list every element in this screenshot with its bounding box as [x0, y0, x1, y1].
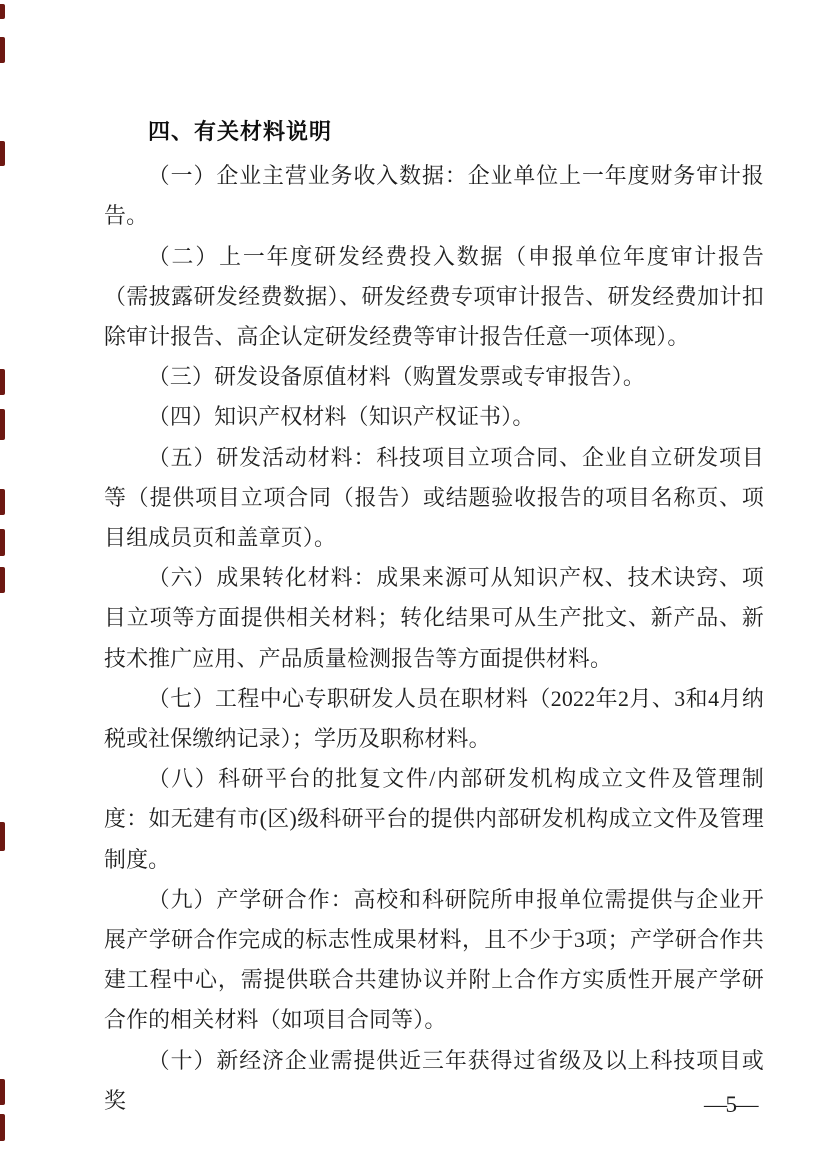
scan-artifact-mark — [0, 141, 5, 166]
paragraph: （五）研发活动材料：科技项目立项合同、企业自立研发项目等（提供项目立项合同（报告）或结题验收报告的项目名称页、项目组成员页和盖章页）。 — [104, 444, 764, 551]
paragraph: （三）研发设备原值材料（购置发票或专审报告）。 — [147, 364, 645, 390]
scan-artifact-mark — [0, 489, 5, 515]
document-body — [104, 112, 764, 1121]
paragraph: （六）成果转化材料：成果来源可从知识产权、技术诀窍、项目立项等方面提供相关材料；转化结果可从生产批文、新产品、新技术推广应用、产品质量检测报告等方面提供材料。 — [104, 565, 764, 671]
paragraph: （十）新经济企业需提供近三年获得过省级及以上科技项目或奖 — [104, 1047, 764, 1113]
scan-artifact-mark — [0, 37, 5, 63]
scan-artifact-mark — [0, 409, 5, 440]
paragraph: （一）企业主营业务收入数据：企业单位上一年度财务审计报告。 — [104, 163, 764, 229]
scan-artifact-mark — [0, 822, 5, 851]
paragraph-list — [104, 156, 764, 1121]
paragraph: （二）上一年度研发经费投入数据（申报单位年度审计报告（需披露研发经费数据）、研发经费专项审计报告、研发经费加计扣除审计报告、高企认定研发经费等审计报告任意一项体现）。 — [104, 243, 764, 350]
paragraph: （七）工程中心专职研发人员在职材料（2022年2月、3和4月纳税或社保缴纳记录）；学历及职称材料。 — [104, 685, 764, 752]
paragraph: （九）产学研合作：高校和科研院所申报单位需提供与企业开展产学研合作完成的标志性成果材料，且不少于3项；产学研合作共建工程中心，需提供联合共建协议并附上合作方实质性开展产学研合作的相关材料（如项目合同等）。 — [104, 886, 764, 1033]
scan-artifact-mark — [0, 1114, 5, 1141]
page-number: —5— — [704, 1092, 757, 1117]
scan-artifact-mark — [0, 1079, 5, 1105]
paragraph: （四）知识产权材料（知识产权证书）。 — [147, 404, 535, 430]
scan-artifact-mark — [0, 369, 5, 395]
scan-artifact-mark — [0, 567, 5, 593]
section-heading: 四、有关材料说明 — [148, 119, 333, 144]
scan-artifact-mark — [0, 529, 5, 556]
paragraph: （八）科研平台的批复文件/内部研发机构成立文件及管理制度：如无建有市(区)级科研平台的提供内部研发机构成立文件及管理制度。 — [104, 766, 764, 872]
scan-artifact-mark — [0, 4, 5, 19]
